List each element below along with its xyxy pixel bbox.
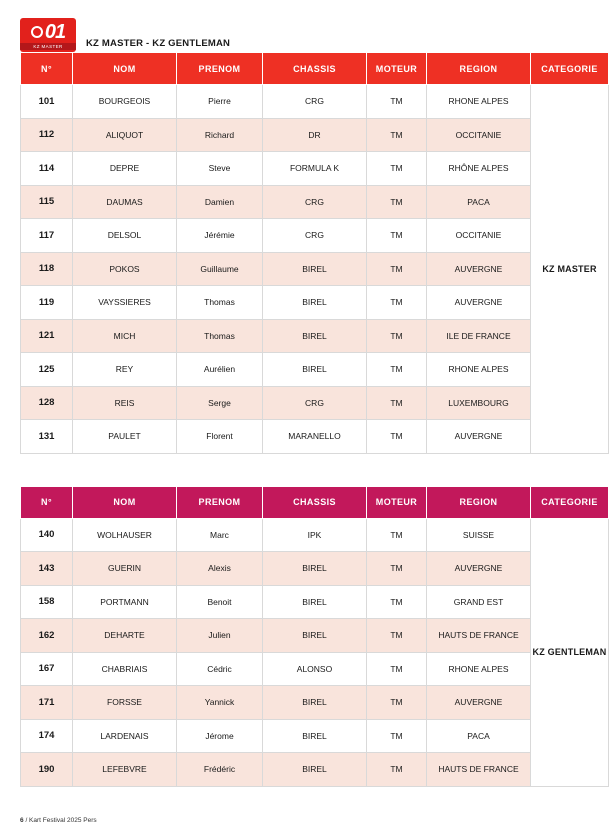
- cell-num: 114: [21, 152, 73, 186]
- cell-region: HAUTS DE FRANCE: [427, 753, 531, 787]
- cell-chassis: CRG: [263, 219, 367, 253]
- table-row: [21, 152, 609, 186]
- cell-prenom: Yannick: [177, 686, 263, 720]
- cell-num: 112: [21, 118, 73, 152]
- cell-nom: LEFEBVRE: [73, 753, 177, 787]
- cell-nom: POKOS: [73, 252, 177, 286]
- table-row: [21, 719, 609, 753]
- cell-num: 140: [21, 518, 73, 552]
- cell-region: AUVERGNE: [427, 252, 531, 286]
- cell-moteur: TM: [367, 753, 427, 787]
- cell-prenom: Guillaume: [177, 252, 263, 286]
- table-row: [21, 286, 609, 320]
- cell-nom: CHABRIAIS: [73, 652, 177, 686]
- table-row: [21, 252, 609, 286]
- cell-region: AUVERGNE: [427, 686, 531, 720]
- table-row: [21, 753, 609, 787]
- table-kz-gentleman: [20, 486, 609, 787]
- cell-chassis: BIREL: [263, 719, 367, 753]
- kart-logo-icon: [20, 18, 76, 52]
- cell-num: 101: [21, 85, 73, 119]
- cell-chassis: BIREL: [263, 686, 367, 720]
- column-header-moteur: MOTEUR: [367, 53, 427, 85]
- table-row: [21, 585, 609, 619]
- table-row: [21, 219, 609, 253]
- column-header-num: N°: [21, 486, 73, 518]
- cell-moteur: TM: [367, 219, 427, 253]
- cell-chassis: IPK: [263, 518, 367, 552]
- cell-nom: WOLHAUSER: [73, 518, 177, 552]
- cell-region: RHONE ALPES: [427, 85, 531, 119]
- table-row: [21, 118, 609, 152]
- cell-region: GRAND EST: [427, 585, 531, 619]
- cell-moteur: TM: [367, 85, 427, 119]
- cell-nom: REIS: [73, 386, 177, 420]
- cell-num: 119: [21, 286, 73, 320]
- column-header-categorie: CATEGORIE: [531, 53, 609, 85]
- cell-prenom: Jérémie: [177, 219, 263, 253]
- cell-region: PACA: [427, 719, 531, 753]
- column-header-prenom: PRENOM: [177, 53, 263, 85]
- cell-nom: DEPRE: [73, 152, 177, 186]
- column-header-nom: NOM: [73, 53, 177, 85]
- cell-nom: GUERIN: [73, 552, 177, 586]
- cell-chassis: BIREL: [263, 585, 367, 619]
- table-row: [21, 85, 609, 119]
- cell-prenom: Steve: [177, 152, 263, 186]
- cell-chassis: BIREL: [263, 353, 367, 387]
- cell-chassis: MARANELLO: [263, 420, 367, 454]
- cell-prenom: Frédéric: [177, 753, 263, 787]
- cell-moteur: TM: [367, 686, 427, 720]
- cell-nom: PORTMANN: [73, 585, 177, 619]
- cell-prenom: Benoit: [177, 585, 263, 619]
- cell-region: AUVERGNE: [427, 286, 531, 320]
- cell-prenom: Alexis: [177, 552, 263, 586]
- cell-chassis: BIREL: [263, 286, 367, 320]
- cell-region: RHONE ALPES: [427, 353, 531, 387]
- cell-num: 158: [21, 585, 73, 619]
- cell-prenom: Thomas: [177, 319, 263, 353]
- cell-moteur: TM: [367, 619, 427, 653]
- cell-nom: LARDENAIS: [73, 719, 177, 753]
- cell-chassis: CRG: [263, 386, 367, 420]
- cell-moteur: TM: [367, 386, 427, 420]
- cell-nom: BOURGEOIS: [73, 85, 177, 119]
- cell-num: 143: [21, 552, 73, 586]
- table-row: [21, 518, 609, 552]
- cell-region: OCCITANIE: [427, 219, 531, 253]
- cell-region: RHONE ALPES: [427, 652, 531, 686]
- cell-chassis: BIREL: [263, 753, 367, 787]
- cell-moteur: TM: [367, 286, 427, 320]
- cell-num: 118: [21, 252, 73, 286]
- cell-nom: DAUMAS: [73, 185, 177, 219]
- cell-chassis: BIREL: [263, 319, 367, 353]
- cell-num: 115: [21, 185, 73, 219]
- cell-chassis: CRG: [263, 85, 367, 119]
- cell-nom: REY: [73, 353, 177, 387]
- page-number: 6: [20, 817, 24, 824]
- cell-categorie: KZ GENTLEMAN: [531, 518, 609, 786]
- cell-chassis: FORMULA K: [263, 152, 367, 186]
- table-row: [21, 353, 609, 387]
- column-header-chassis: CHASSIS: [263, 486, 367, 518]
- cell-nom: MICH: [73, 319, 177, 353]
- table-row: [21, 386, 609, 420]
- page-title: KZ MASTER - KZ GENTLEMAN: [86, 38, 231, 49]
- cell-num: 162: [21, 619, 73, 653]
- table-row: [21, 686, 609, 720]
- cell-region: PACA: [427, 185, 531, 219]
- cell-num: 167: [21, 652, 73, 686]
- cell-nom: FORSSE: [73, 686, 177, 720]
- cell-moteur: TM: [367, 420, 427, 454]
- footer-text: / Kart Festival 2025 Pers: [25, 817, 97, 824]
- table-row: [21, 420, 609, 454]
- cell-nom: DEHARTE: [73, 619, 177, 653]
- cell-prenom: Richard: [177, 118, 263, 152]
- column-header-chassis: CHASSIS: [263, 53, 367, 85]
- cell-chassis: DR: [263, 118, 367, 152]
- document-header: [0, 0, 614, 52]
- cell-nom: PAULET: [73, 420, 177, 454]
- cell-prenom: Marc: [177, 518, 263, 552]
- cell-moteur: TM: [367, 518, 427, 552]
- cell-region: OCCITANIE: [427, 118, 531, 152]
- column-header-nom: NOM: [73, 486, 177, 518]
- cell-region: LUXEMBOURG: [427, 386, 531, 420]
- cell-region: AUVERGNE: [427, 420, 531, 454]
- column-header-categorie: CATEGORIE: [531, 486, 609, 518]
- table-row: [21, 652, 609, 686]
- cell-region: ILE DE FRANCE: [427, 319, 531, 353]
- cell-region: AUVERGNE: [427, 552, 531, 586]
- table-kz-master: [20, 52, 609, 454]
- document-footer: [20, 817, 97, 824]
- cell-num: 117: [21, 219, 73, 253]
- cell-num: 171: [21, 686, 73, 720]
- cell-region: RHÔNE ALPES: [427, 152, 531, 186]
- table-header-row: [21, 53, 609, 85]
- cell-chassis: CRG: [263, 185, 367, 219]
- cell-chassis: BIREL: [263, 619, 367, 653]
- column-header-prenom: PRENOM: [177, 486, 263, 518]
- cell-prenom: Damien: [177, 185, 263, 219]
- cell-num: 121: [21, 319, 73, 353]
- cell-num: 128: [21, 386, 73, 420]
- cell-moteur: TM: [367, 652, 427, 686]
- cell-prenom: Aurélien: [177, 353, 263, 387]
- cell-prenom: Cédric: [177, 652, 263, 686]
- cell-num: 174: [21, 719, 73, 753]
- logo-dot-icon: [31, 26, 43, 38]
- table-header-row: [21, 486, 609, 518]
- cell-num: 131: [21, 420, 73, 454]
- cell-prenom: Thomas: [177, 286, 263, 320]
- table-row: [21, 185, 609, 219]
- cell-prenom: Julien: [177, 619, 263, 653]
- cell-prenom: Florent: [177, 420, 263, 454]
- table-row: [21, 319, 609, 353]
- column-header-num: N°: [21, 53, 73, 85]
- cell-moteur: TM: [367, 185, 427, 219]
- cell-moteur: TM: [367, 353, 427, 387]
- cell-moteur: TM: [367, 118, 427, 152]
- cell-region: SUISSE: [427, 518, 531, 552]
- cell-chassis: BIREL: [263, 252, 367, 286]
- cell-num: 190: [21, 753, 73, 787]
- cell-categorie: KZ MASTER: [531, 85, 609, 454]
- cell-moteur: TM: [367, 552, 427, 586]
- cell-moteur: TM: [367, 319, 427, 353]
- cell-prenom: Jérome: [177, 719, 263, 753]
- cell-prenom: Pierre: [177, 85, 263, 119]
- cell-moteur: TM: [367, 585, 427, 619]
- tables-container: [0, 52, 614, 787]
- table-row: [21, 552, 609, 586]
- cell-nom: VAYSSIERES: [73, 286, 177, 320]
- column-header-moteur: MOTEUR: [367, 486, 427, 518]
- cell-chassis: ALONSO: [263, 652, 367, 686]
- cell-region: HAUTS DE FRANCE: [427, 619, 531, 653]
- column-header-region: REGION: [427, 53, 531, 85]
- table-separator: [20, 454, 594, 486]
- table-row: [21, 619, 609, 653]
- logo-subtitle: KZ MASTER: [20, 43, 76, 50]
- logo-number: 01: [44, 20, 66, 43]
- cell-nom: DELSOL: [73, 219, 177, 253]
- column-header-region: REGION: [427, 486, 531, 518]
- cell-chassis: BIREL: [263, 552, 367, 586]
- cell-moteur: TM: [367, 719, 427, 753]
- cell-nom: ALIQUOT: [73, 118, 177, 152]
- cell-prenom: Serge: [177, 386, 263, 420]
- cell-num: 125: [21, 353, 73, 387]
- cell-moteur: TM: [367, 252, 427, 286]
- cell-moteur: TM: [367, 152, 427, 186]
